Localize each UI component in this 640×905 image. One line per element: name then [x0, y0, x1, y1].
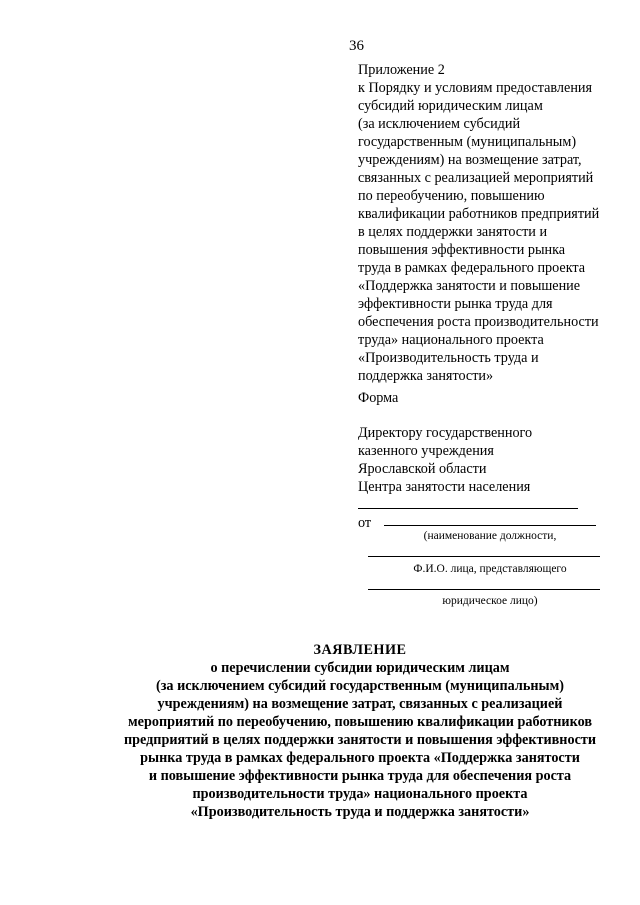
appendix-line: поддержка занятости»: [358, 368, 494, 384]
appendix-line: обеспечения роста производительности: [358, 314, 599, 330]
appendix-line: квалификации работников предприятий: [358, 206, 600, 222]
addressee-line: Центра занятости населения: [358, 479, 531, 495]
fill-line-fio: [368, 589, 600, 590]
appendix-line: «Поддержка занятости и повышение: [358, 278, 581, 294]
appendix-line: (за исключением субсидий: [358, 116, 521, 132]
appendix-line: эффективности рынка труда для: [358, 296, 553, 312]
addressee-line: Ярославской области: [358, 461, 487, 477]
addressee-line: казенного учреждения: [358, 443, 494, 459]
appendix-block: [358, 61, 628, 385]
statement-title-line: (за исключением субсидий государственным (муниципальным): [156, 678, 564, 694]
statement-title: [60, 641, 640, 821]
appendix-line: повышения эффективности рынка: [358, 242, 566, 258]
appendix-line: «Производительность труда и: [358, 350, 539, 366]
caption-legal-entity: юридическое лицо): [442, 595, 538, 607]
appendix-line: государственным (муниципальным): [358, 134, 577, 150]
appendix-line: учреждениям) на возмещение затрат,: [358, 152, 582, 168]
fill-line-center-name: [358, 508, 578, 509]
caption-position: (наименование должности,: [423, 530, 557, 542]
form-label: Форма: [358, 390, 399, 406]
page-number: 36: [349, 38, 364, 54]
statement-title-line: и повышение эффективности рынка труда для обеспечения роста: [148, 768, 572, 784]
appendix-line: труда в рамках федерального проекта: [358, 260, 586, 276]
statement-title-line: предприятий в целях поддержки занятости и повышения эффективности: [123, 732, 597, 748]
statement-title-line: производительности труда» национального проекта: [192, 786, 528, 802]
statement-title-line: «Производительность труда и поддержка занятости»: [190, 804, 530, 820]
statement-title-line: о перечислении субсидии юридическим лицам: [210, 660, 510, 676]
fill-line-from: [384, 525, 596, 526]
appendix-line: к Порядку и условиям предоставления: [358, 80, 593, 96]
appendix-line: труда» национального проекта: [358, 332, 544, 348]
addressee-line: Директору государственного: [358, 425, 533, 441]
appendix-line: связанных с реализацией мероприятий: [358, 170, 594, 186]
statement-title-line: рынка труда в рамках федерального проекта «Поддержка занятости: [140, 750, 580, 766]
statement-title-line: мероприятий по переобучению, повышению квалификации работников: [128, 714, 592, 730]
from-label: от: [358, 515, 372, 531]
statement-title-line: учреждениям) на возмещение затрат, связанных с реализацией: [157, 696, 563, 712]
appendix-line: в целях поддержки занятости и: [358, 224, 548, 240]
fill-line-position: [368, 556, 600, 557]
addressee-block: [358, 424, 628, 496]
appendix-line: Приложение 2: [358, 62, 445, 78]
statement-heading: ЗАЯВЛЕНИЕ: [313, 642, 407, 658]
caption-fio: Ф.И.О. лица, представляющего: [413, 563, 567, 575]
appendix-line: по переобучению, повышению: [358, 188, 545, 204]
appendix-line: субсидий юридическим лицам: [358, 98, 543, 114]
